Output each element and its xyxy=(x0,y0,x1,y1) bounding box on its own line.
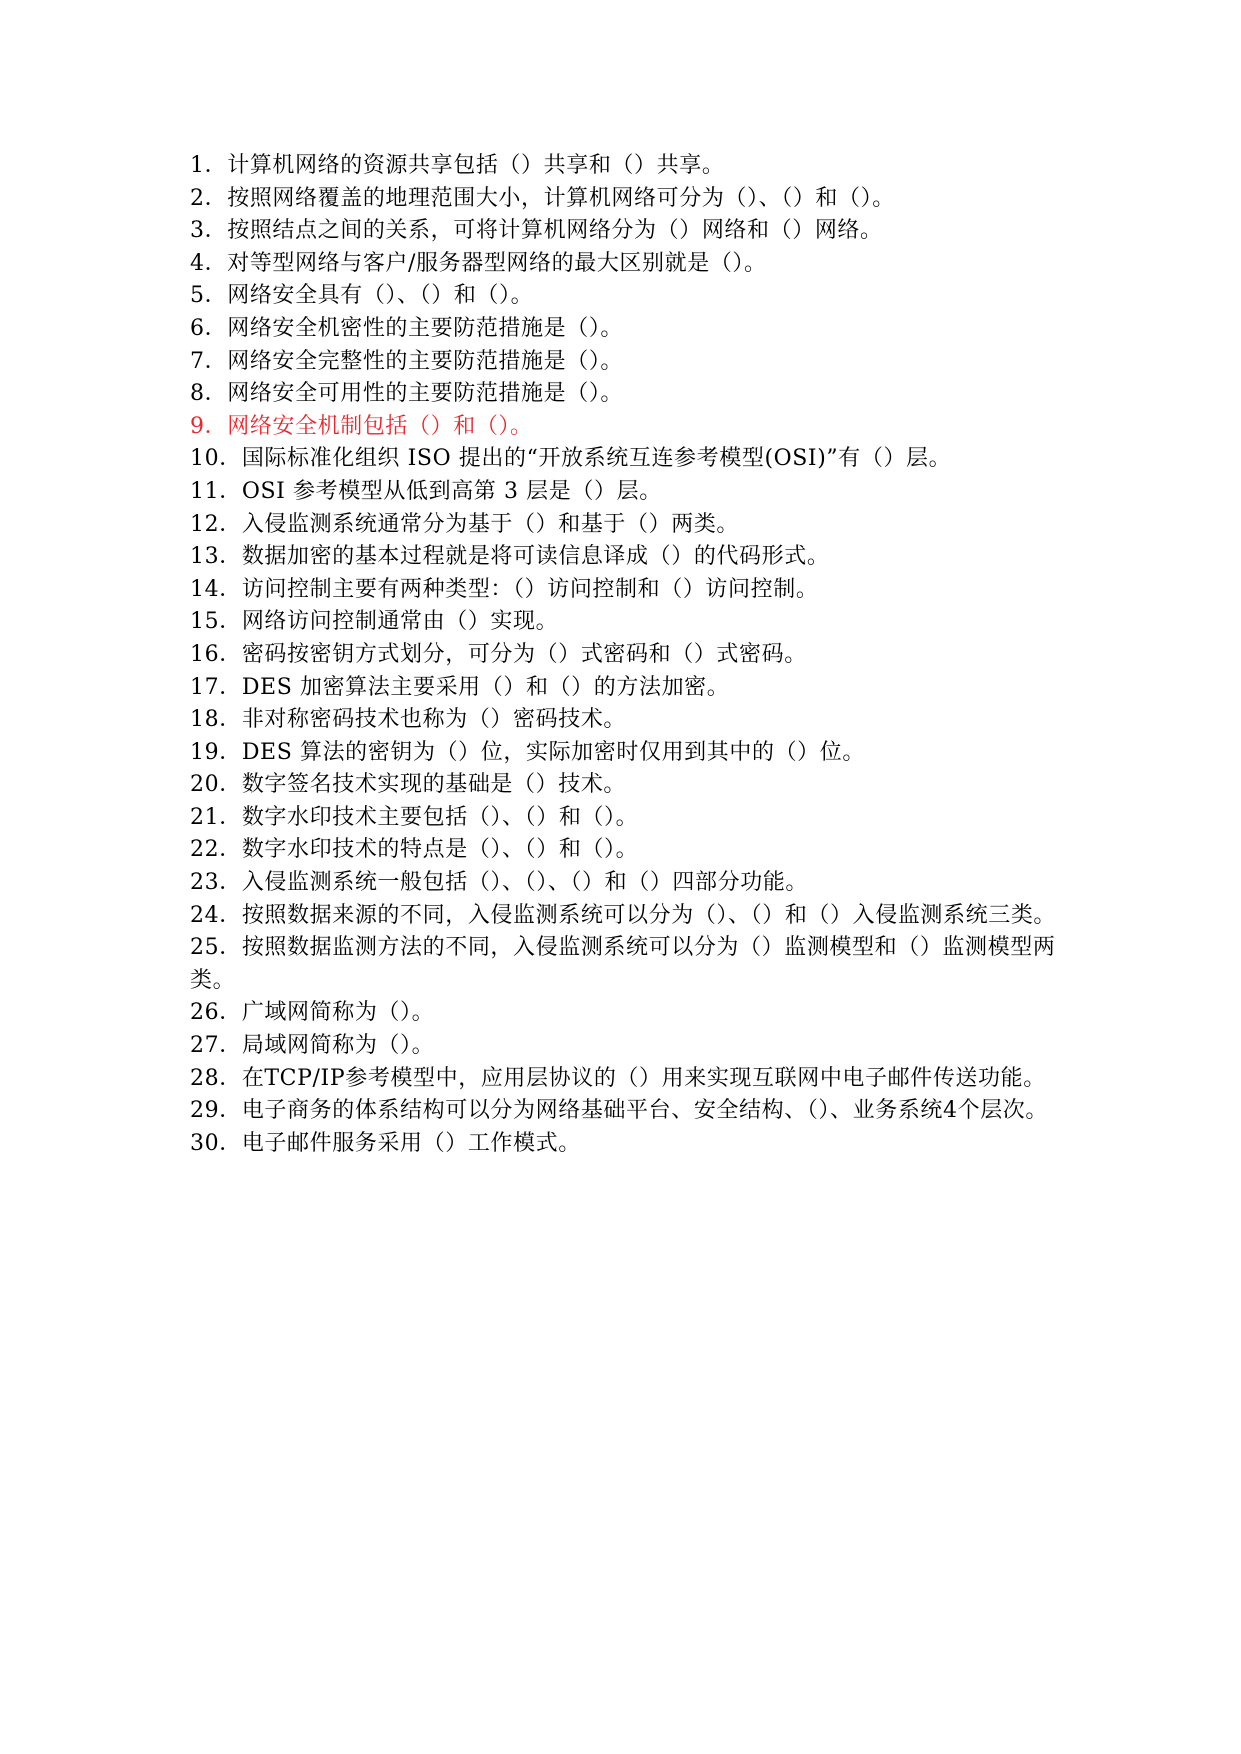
question-number: 15 xyxy=(190,609,220,635)
question-item xyxy=(190,248,1070,281)
question-separator: ． xyxy=(219,870,242,896)
question-text: DES 加密算法主要采用（）和（）的方法加密。 xyxy=(241,674,730,700)
question-item xyxy=(190,1128,1070,1161)
question-separator: ． xyxy=(219,1065,242,1091)
question-item xyxy=(190,574,1070,607)
question-separator: ． xyxy=(219,1098,242,1124)
question-text: 按照结点之间的关系，可将计算机网络分为（）网络和（）网络。 xyxy=(227,218,883,244)
question-separator: ． xyxy=(219,1033,242,1059)
question-text: 网络安全完整性的主要防范措施是（）。 xyxy=(227,348,624,374)
question-number: 9 xyxy=(190,413,205,439)
question-separator: ． xyxy=(219,804,242,830)
question-number: 6 xyxy=(190,315,205,341)
question-item xyxy=(190,932,1070,997)
question-number: 10 xyxy=(190,446,220,472)
question-separator: ． xyxy=(219,707,242,733)
question-item xyxy=(190,183,1070,216)
question-text: 网络安全具有（）、（）和（）。 xyxy=(227,283,534,309)
question-separator: ． xyxy=(219,478,242,504)
question-item xyxy=(190,672,1070,705)
question-separator: ． xyxy=(219,511,242,537)
question-number: 8 xyxy=(190,381,205,407)
question-number: 18 xyxy=(190,707,220,733)
question-text: 按照网络覆盖的地理范围大小，计算机网络可分为（）、（）和（）。 xyxy=(227,185,895,211)
question-number: 26 xyxy=(190,1000,220,1026)
question-text: DES 算法的密钥为（）位，实际加密时仅用到其中的（）位。 xyxy=(241,739,865,765)
question-item xyxy=(190,834,1070,867)
question-text: 非对称密码技术也称为（）密码技术。 xyxy=(241,707,627,733)
question-separator: ． xyxy=(219,772,242,798)
question-separator: ． xyxy=(219,674,242,700)
question-item xyxy=(190,1095,1070,1128)
question-text: 对等型网络与客户/服务器型网络的最大区别就是（）。 xyxy=(227,250,767,276)
question-number: 2 xyxy=(190,185,205,211)
question-text: 入侵监测系统通常分为基于（）和基于（）两类。 xyxy=(241,511,740,537)
question-number: 22 xyxy=(190,837,220,863)
question-text: 网络安全机制包括（）和（）。 xyxy=(227,413,533,439)
question-text: 按照数据监测方法的不同，入侵监测系统可以分为（）监测模型和（）监测模型两类。 xyxy=(190,935,1056,993)
question-separator: ． xyxy=(204,153,228,178)
question-text: 网络安全可用性的主要防范措施是（）。 xyxy=(227,381,624,407)
question-list xyxy=(190,150,1070,1160)
question-number: 12 xyxy=(190,511,220,537)
question-item xyxy=(190,346,1070,379)
question-item xyxy=(190,150,1070,183)
question-text: 电子邮件服务采用（）工作模式。 xyxy=(241,1130,581,1156)
question-separator: ． xyxy=(219,739,242,765)
question-item xyxy=(190,313,1070,346)
question-item xyxy=(190,215,1070,248)
question-item xyxy=(190,443,1070,476)
question-text: 数字水印技术的特点是（）、（）和（）。 xyxy=(241,837,639,863)
question-item xyxy=(190,541,1070,574)
question-item xyxy=(190,737,1070,770)
question-separator: ． xyxy=(219,576,242,602)
question-item xyxy=(190,802,1070,835)
question-text: 数字水印技术主要包括（）、（）和（）。 xyxy=(241,804,639,830)
question-text: 计算机网络的资源共享包括（）共享和（）共享。 xyxy=(227,153,725,178)
question-number: 29 xyxy=(190,1098,220,1124)
question-text: 访问控制主要有两种类型：（）访问控制和（）访问控制。 xyxy=(241,576,819,602)
question-number: 16 xyxy=(190,641,220,667)
question-item xyxy=(190,1063,1070,1096)
question-separator: ． xyxy=(204,315,228,341)
question-number: 19 xyxy=(190,739,220,765)
question-separator: ． xyxy=(219,902,242,928)
question-separator: ． xyxy=(219,1130,242,1156)
question-item xyxy=(190,509,1070,542)
question-text: 电子商务的体系结构可以分为网络基础平台、安全结构、（）、业务系统4个层次。 xyxy=(241,1098,1049,1124)
question-item xyxy=(190,769,1070,802)
question-separator: ． xyxy=(219,544,242,570)
question-item xyxy=(190,606,1070,639)
question-text: 入侵监测系统一般包括（）、（）、（）和（）四部分功能。 xyxy=(241,870,809,896)
question-number: 13 xyxy=(190,544,220,570)
question-item xyxy=(190,280,1070,313)
question-number: 14 xyxy=(190,576,220,602)
question-item xyxy=(190,1030,1070,1063)
question-separator: ． xyxy=(204,218,228,244)
question-separator: ． xyxy=(219,641,242,667)
question-item xyxy=(190,997,1070,1030)
question-number: 25 xyxy=(190,935,220,961)
question-text: 数字签名技术实现的基础是（）技术。 xyxy=(241,772,627,798)
question-separator: ． xyxy=(219,609,242,635)
question-separator: ． xyxy=(204,185,228,211)
question-number: 20 xyxy=(190,772,220,798)
question-separator: ． xyxy=(204,283,228,309)
question-number: 23 xyxy=(190,870,220,896)
question-separator: ． xyxy=(219,935,242,961)
question-text: 局域网简称为（）。 xyxy=(241,1033,435,1059)
question-number: 21 xyxy=(190,804,220,830)
question-item xyxy=(190,639,1070,672)
question-separator: ． xyxy=(204,348,228,374)
question-item xyxy=(190,378,1070,411)
question-number: 30 xyxy=(190,1130,220,1156)
question-text: 密码按密钥方式划分，可分为（）式密码和（）式密码。 xyxy=(241,641,807,667)
question-item xyxy=(190,900,1070,933)
question-text: 在TCP/IP参考模型中，应用层协议的（）用来实现互联网中电子邮件传送功能。 xyxy=(241,1065,1046,1091)
question-item xyxy=(190,704,1070,737)
question-item xyxy=(190,411,1070,444)
question-text: 广域网简称为（）。 xyxy=(241,1000,435,1026)
question-number: 4 xyxy=(190,250,205,276)
question-text: 网络安全机密性的主要防范措施是（）。 xyxy=(227,315,624,341)
question-text: 国际标准化组织 ISO 提出的“开放系统互连参考模型(OSI)”有（）层。 xyxy=(241,446,952,472)
question-item xyxy=(190,867,1070,900)
question-text: 数据加密的基本过程就是将可读信息译成（）的代码形式。 xyxy=(241,544,830,570)
question-number: 28 xyxy=(190,1065,220,1091)
question-text: OSI 参考模型从低到高第 3 层是（）层。 xyxy=(241,478,662,504)
question-number: 11 xyxy=(190,478,220,504)
question-separator: ． xyxy=(219,837,242,863)
question-number: 3 xyxy=(190,218,205,244)
question-item xyxy=(190,476,1070,509)
question-text: 网络访问控制通常由（）实现。 xyxy=(241,609,559,635)
question-number: 17 xyxy=(190,674,220,700)
question-separator: ． xyxy=(219,446,242,472)
question-text: 按照数据来源的不同，入侵监测系统可以分为（）、（）和（）入侵监测系统三类。 xyxy=(241,902,1057,928)
question-number: 27 xyxy=(190,1033,220,1059)
question-separator: ． xyxy=(204,381,228,407)
question-number: 24 xyxy=(190,902,220,928)
question-separator: ． xyxy=(219,1000,242,1026)
question-separator: ． xyxy=(204,250,228,276)
question-separator: ． xyxy=(204,413,228,439)
question-number: 1 xyxy=(190,153,205,178)
question-number: 7 xyxy=(190,348,205,374)
question-number: 5 xyxy=(190,283,205,309)
